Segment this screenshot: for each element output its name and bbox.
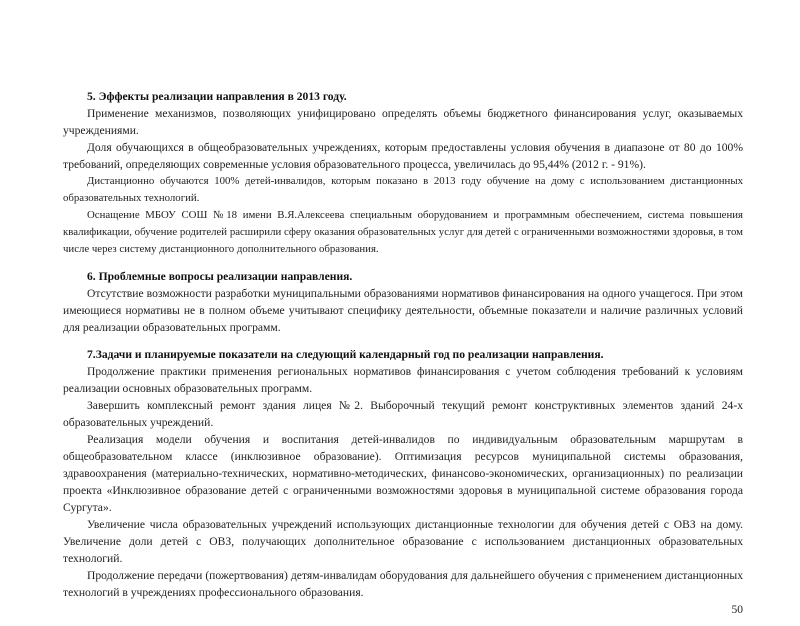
paragraph: Завершить комплексный ремонт здания лицея №2. Выборочный текущий ремонт конструктивных элементов зданий 24-х образовательных учреждений. xyxy=(63,399,743,429)
page-number: 50 xyxy=(731,604,743,616)
paragraph: Доля обучающихся в общеобразовательных учреждениях, которым предоставлены условия обучения в диапазоне от 80 до 100% требований, определяющих современные условия образовательного процесса, увеличилась до 95,44% (2012 г. - 91%). xyxy=(63,141,743,171)
paragraph: Реализация модели обучения и воспитания детей-инвалидов по индивидуальным образовательным маршрутам в общеобразовательном классе (инклюзивное образование). Оптимизация ресурсов муниципальной системы образования, здравоохранения (материально-технических, нормативно-методических, финансово-экономических, организационных) по реализации проекта «Инклюзивное образование детей с ограниченными возможностями здоровья в муниципальной системе образования города Сургута». xyxy=(63,433,743,514)
paragraph: Увеличение числа образовательных учреждений использующих дистанционные технологии для обучения детей с ОВЗ на дому. Увеличение доли детей с ОВЗ, получающих дополнительное образование с использованием дистанционных образовательных технологий. xyxy=(63,518,743,565)
section-5-heading: 5. Эффекты реализации направления в 2013 году. xyxy=(87,90,347,103)
section-5 xyxy=(63,88,743,258)
section-7 xyxy=(63,346,743,601)
section-6-heading: 6. Проблемные вопросы реализации направления. xyxy=(87,270,353,283)
paragraph: Отсутствие возможности разработки муниципальными образованиями нормативов финансирования на одного учащегося. При этом имеющиеся нормативы не в полном объеме учитывают специфику деятельности, объемные показатели и наличие различных условий для реализации образовательных программ. xyxy=(63,287,743,334)
section-6 xyxy=(63,268,743,336)
paragraph: Продолжение практики применения региональных нормативов финансирования с учетом соблюдения требований к условиям реализации основных образовательных программ. xyxy=(63,365,743,395)
paragraph: Дистанционно обучаются 100% детей-инвалидов, которым показано в 2013 году обучение на дому с использованием дистанционных образовательных технологий. xyxy=(63,175,743,204)
section-7-heading: 7.Задачи и планируемые показатели на следующий календарный год по реализации направления. xyxy=(87,348,604,361)
paragraph: Применение механизмов, позволяющих унифицировано определять объемы бюджетного финансирования услуг, оказываемых учреждениями. xyxy=(63,107,743,137)
paragraph: Продолжение передачи (пожертвования) детям-инвалидам оборудования для дальнейшего обучения с применением дистанционных технологий в учреждениях профессионального образования. xyxy=(63,569,743,599)
paragraph: Оснащение МБОУ СОШ №18 имени В.Я.Алексеева специальным оборудованием и программным обеспечением, система повышения квалификации, обучение родителей расширили сферу оказания образовательных услуг для детей с ограниченными возможностями здоровья, в том числе через систему дистанционного дополнительного образования. xyxy=(63,209,743,255)
document-page xyxy=(63,0,743,626)
